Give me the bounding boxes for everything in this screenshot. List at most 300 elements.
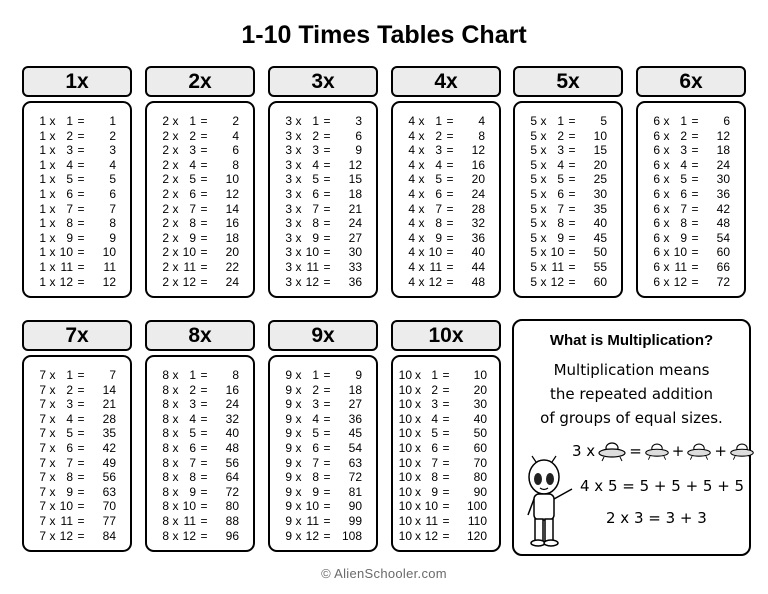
times-sign: x — [540, 216, 547, 231]
product: 20 — [593, 157, 607, 172]
multiplier: 2 — [66, 128, 73, 143]
table-row — [270, 412, 376, 427]
times-sign: x — [295, 499, 302, 514]
multiplier: 2 — [189, 382, 196, 397]
times-sign: x — [49, 470, 56, 485]
times-sign: x — [415, 411, 421, 426]
multiplier: 6 — [431, 440, 438, 455]
equals-sign: = — [77, 259, 85, 274]
table-row — [270, 187, 376, 202]
equals-sign: = — [77, 157, 85, 172]
equals-sign: = — [446, 245, 454, 260]
product: 50 — [593, 245, 607, 260]
multiplier: 3 — [312, 143, 319, 158]
times-sign: x — [415, 397, 421, 412]
times-sign: x — [295, 382, 302, 397]
equals-sign: = — [323, 201, 331, 216]
product: 28 — [471, 201, 485, 216]
equals-sign: = — [568, 157, 576, 172]
multiplicand: 1 — [39, 186, 46, 201]
table-header: 7x — [22, 320, 132, 351]
table-row — [147, 187, 253, 202]
equals-sign: = — [77, 470, 85, 485]
equals-sign: = — [323, 259, 331, 274]
product: 63 — [348, 455, 362, 470]
multiplier: 8 — [680, 216, 687, 231]
multiplier: 10 — [305, 245, 319, 260]
times-sign: x — [295, 245, 302, 260]
times-sign: x — [172, 114, 179, 128]
product: 12 — [225, 186, 239, 201]
times-sign: x — [663, 172, 670, 187]
multiplier: 7 — [557, 201, 564, 216]
multiplicand: 9 — [285, 470, 292, 485]
chart-title: 1-10 Times Tables Chart — [241, 21, 527, 49]
multiplicand: 6 — [653, 201, 660, 216]
equals-sign: = — [200, 245, 208, 260]
table-row — [393, 260, 499, 275]
multiplicand: 4 — [408, 157, 415, 172]
multiplier: 11 — [551, 259, 564, 274]
times-sign: x — [49, 484, 56, 499]
table-row — [24, 114, 130, 129]
equals-sign: = — [446, 201, 454, 216]
equals-sign: = — [323, 128, 331, 143]
multiplier: 10 — [305, 499, 319, 514]
multiplicand: 5 — [530, 114, 537, 128]
times-sign: x — [663, 245, 670, 260]
equals-sign: = — [200, 172, 208, 187]
table-body — [636, 101, 746, 298]
multiplier: 12 — [59, 274, 73, 289]
multiplicand: 5 — [530, 274, 537, 289]
table-row — [270, 485, 376, 500]
multiplicand: 4 — [408, 128, 415, 143]
multiplicand: 1 — [39, 114, 46, 128]
table-row — [393, 216, 499, 231]
table-row — [147, 485, 253, 500]
table-row — [270, 368, 376, 383]
multiplicand: 2 — [162, 259, 169, 274]
table-body — [268, 355, 378, 552]
product: 24 — [348, 216, 362, 231]
table-row — [393, 426, 499, 441]
product: 90 — [348, 499, 362, 514]
multiplicand: 8 — [162, 455, 169, 470]
table-row — [24, 245, 130, 260]
multiplier: 1 — [189, 114, 196, 128]
times-sign: x — [295, 426, 302, 441]
multiplicand: 6 — [653, 114, 660, 128]
multiplicand: 3 — [285, 201, 292, 216]
product: 96 — [225, 528, 239, 543]
plus-sign: + — [671, 442, 685, 460]
table-row — [393, 275, 499, 290]
multiplicand: 7 — [39, 440, 46, 455]
times-sign: x — [418, 274, 425, 289]
multiplicand: 4 — [408, 143, 415, 158]
multiplier: 9 — [557, 230, 564, 245]
product: 108 — [341, 528, 362, 543]
times-sign: x — [663, 201, 670, 216]
product: 36 — [716, 186, 730, 201]
multiplicand: 1 — [39, 143, 46, 158]
multiplier: 6 — [680, 186, 687, 201]
product: 12 — [102, 274, 116, 289]
product: 8 — [478, 128, 485, 143]
times-sign: x — [540, 259, 547, 274]
multiplicand: 7 — [39, 368, 46, 382]
equals-sign: = — [568, 245, 576, 260]
equals-sign: = — [200, 528, 208, 543]
table-row — [638, 202, 744, 217]
equals-sign: = — [442, 470, 450, 485]
table-row — [24, 470, 130, 485]
equals-sign: = — [323, 245, 331, 260]
product: 70 — [473, 455, 487, 470]
multiplier: 12 — [673, 274, 687, 289]
equals-sign: = — [77, 172, 85, 187]
multiplicand: 8 — [162, 440, 169, 455]
times-sign: x — [663, 216, 670, 231]
multiplier: 11 — [306, 513, 319, 528]
times-sign: x — [540, 157, 547, 172]
equals-sign: = — [323, 484, 331, 499]
equals-sign: = — [200, 128, 208, 143]
multiplier: 12 — [305, 528, 319, 543]
table-row — [638, 231, 744, 246]
multiplicand: 6 — [653, 216, 660, 231]
table-row — [270, 260, 376, 275]
multiplicand: 5 — [530, 201, 537, 216]
multiplier: 12 — [182, 528, 196, 543]
equals-sign: = — [323, 397, 331, 412]
times-sign: x — [418, 230, 425, 245]
product: 30 — [593, 186, 607, 201]
equals-sign: = — [691, 143, 699, 158]
multiplier: 12 — [428, 274, 442, 289]
multiplier: 12 — [305, 274, 319, 289]
product: 99 — [348, 513, 362, 528]
product: 10 — [473, 368, 487, 382]
table-row — [24, 202, 130, 217]
product: 27 — [348, 230, 362, 245]
product: 44 — [471, 259, 485, 274]
multiplier: 2 — [431, 382, 438, 397]
multiplier: 1 — [431, 368, 438, 382]
multiplier: 3 — [189, 397, 196, 412]
table-row — [24, 187, 130, 202]
multiplicand: 10 — [398, 426, 412, 441]
multiplier: 9 — [189, 230, 196, 245]
multiplier: 1 — [66, 368, 73, 382]
equals-sign: = — [691, 230, 699, 245]
equals-sign: = — [323, 172, 331, 187]
multiplicand: 2 — [162, 186, 169, 201]
table-row — [270, 514, 376, 529]
product: 18 — [348, 382, 362, 397]
multiplier: 11 — [674, 259, 687, 274]
product: 3 — [109, 143, 116, 158]
times-sign: x — [540, 230, 547, 245]
product: 77 — [102, 513, 116, 528]
table-row — [270, 499, 376, 514]
times-sign: x — [295, 397, 302, 412]
table-row — [24, 260, 130, 275]
table-row — [393, 485, 499, 500]
product: 6 — [355, 128, 362, 143]
equals-sign: = — [446, 128, 454, 143]
times-sign: x — [418, 114, 425, 128]
multiplier: 12 — [59, 528, 73, 543]
table-row — [393, 456, 499, 471]
table-body — [145, 355, 255, 552]
times-sign: x — [172, 274, 179, 289]
product: 24 — [471, 186, 485, 201]
multiplier: 1 — [435, 114, 442, 128]
times-sign: x — [418, 157, 425, 172]
times-sign: x — [295, 157, 302, 172]
multiplicand: 2 — [162, 201, 169, 216]
times-sign: x — [49, 128, 56, 143]
times-sign: x — [172, 528, 179, 543]
times-sign: x — [295, 411, 302, 426]
multiplier: 5 — [66, 426, 73, 441]
multiplier: 10 — [673, 245, 687, 260]
multiplicand: 3 — [285, 186, 292, 201]
multiplier: 9 — [189, 484, 196, 499]
multiplicand: 10 — [398, 411, 412, 426]
product: 2 — [232, 114, 239, 128]
times-sign: x — [295, 143, 302, 158]
multiplicand: 7 — [39, 499, 46, 514]
multiplier: 7 — [680, 201, 687, 216]
multiplicand: 9 — [285, 368, 292, 382]
equals-sign: = — [200, 114, 208, 128]
multiplicand: 9 — [285, 484, 292, 499]
multiplicand: 7 — [39, 382, 46, 397]
times-sign: x — [663, 259, 670, 274]
multiplicand: 8 — [162, 397, 169, 412]
table-row — [515, 158, 621, 173]
table-row — [270, 397, 376, 412]
table-row — [270, 441, 376, 456]
equals-sign: = — [323, 382, 331, 397]
multiplier: 3 — [66, 397, 73, 412]
multiplicand: 4 — [408, 201, 415, 216]
multiplier: 10 — [428, 245, 442, 260]
equals-sign: = — [200, 513, 208, 528]
multiplicand: 8 — [162, 368, 169, 382]
product: 10 — [225, 172, 239, 187]
equals-sign: = — [442, 368, 450, 382]
equals-sign: = — [442, 382, 450, 397]
equals-sign: = — [442, 411, 450, 426]
multiplicand: 10 — [398, 368, 412, 382]
multiplicand: 3 — [285, 216, 292, 231]
table-body — [145, 101, 255, 298]
equals-sign: = — [200, 230, 208, 245]
table-row — [393, 114, 499, 129]
equals-sign: = — [77, 274, 85, 289]
multiplicand: 8 — [162, 470, 169, 485]
multiplicand: 5 — [530, 143, 537, 158]
product: 35 — [593, 201, 607, 216]
times-sign: x — [295, 455, 302, 470]
multiplicand: 9 — [285, 382, 292, 397]
times-sign: x — [663, 230, 670, 245]
product: 45 — [593, 230, 607, 245]
multiplier: 5 — [312, 172, 319, 187]
info-line-3: of groups of equal sizes. — [540, 409, 723, 427]
equals-sign: = — [77, 440, 85, 455]
multiplier: 6 — [66, 186, 73, 201]
equals-sign: = — [77, 499, 85, 514]
table-row — [147, 397, 253, 412]
times-sign: x — [172, 230, 179, 245]
equals-sign: = — [200, 186, 208, 201]
multiplier: 10 — [59, 499, 73, 514]
product: 28 — [102, 411, 116, 426]
product: 60 — [593, 274, 607, 289]
product: 12 — [716, 128, 730, 143]
multiplier: 10 — [424, 499, 438, 514]
equals-sign: = — [77, 513, 85, 528]
multiplicand: 9 — [285, 397, 292, 412]
equals-sign: = — [323, 499, 331, 514]
product: 6 — [109, 186, 116, 201]
multiplicand: 9 — [285, 513, 292, 528]
table-body — [22, 101, 132, 298]
equals-sign: = — [691, 114, 699, 128]
multiplier: 3 — [435, 143, 442, 158]
equals-sign: = — [77, 397, 85, 412]
ufo-icon — [597, 439, 627, 463]
multiplicand: 4 — [408, 245, 415, 260]
times-sign: x — [49, 114, 56, 128]
product: 27 — [348, 397, 362, 412]
product: 40 — [593, 216, 607, 231]
equals-sign: = — [200, 426, 208, 441]
table-body — [391, 101, 501, 298]
table-header: 3x — [268, 66, 378, 97]
table-row — [515, 231, 621, 246]
times-sign: x — [295, 274, 302, 289]
times-sign: x — [415, 470, 421, 485]
table-row — [147, 216, 253, 231]
multiplicand: 5 — [530, 157, 537, 172]
multiplier: 11 — [306, 259, 319, 274]
table-row — [270, 114, 376, 129]
product: 14 — [225, 201, 239, 216]
table-row — [270, 216, 376, 231]
product: 5 — [600, 114, 607, 128]
product: 63 — [102, 484, 116, 499]
example-4x5: 4 x 5 = 5 + 5 + 5 + 5 — [580, 477, 745, 495]
product: 88 — [225, 513, 239, 528]
times-sign: x — [49, 157, 56, 172]
times-sign: x — [415, 528, 421, 543]
table-row — [638, 158, 744, 173]
multiplier: 3 — [312, 397, 319, 412]
multiplicand: 10 — [398, 397, 412, 412]
equals-sign: = — [77, 143, 85, 158]
multiplicand: 10 — [398, 528, 412, 543]
multiplier: 12 — [550, 274, 564, 289]
multiplier: 7 — [189, 455, 196, 470]
table-row — [270, 172, 376, 187]
table-row — [515, 114, 621, 129]
table-row — [393, 441, 499, 456]
table-row — [638, 172, 744, 187]
times-sign: x — [540, 143, 547, 158]
multiplicand: 3 — [285, 172, 292, 187]
product: 36 — [348, 411, 362, 426]
equals-sign: = — [77, 411, 85, 426]
product: 36 — [348, 274, 362, 289]
multiplicand: 6 — [653, 143, 660, 158]
equals-sign: = — [568, 230, 576, 245]
equals-sign: = — [323, 528, 331, 543]
times-sign: x — [295, 484, 302, 499]
equals-sign: = — [323, 216, 331, 231]
equals-sign: = — [442, 426, 450, 441]
times-sign: x — [172, 201, 179, 216]
multiplicand: 5 — [530, 259, 537, 274]
times-sign: x — [49, 259, 56, 274]
equals-sign: = — [629, 442, 642, 460]
equals-sign: = — [691, 245, 699, 260]
multiplicand: 9 — [285, 440, 292, 455]
table-row — [24, 275, 130, 290]
equals-sign: = — [446, 216, 454, 231]
multiplier: 5 — [557, 172, 564, 187]
times-sign: x — [418, 245, 425, 260]
ufo-icon — [644, 439, 670, 463]
times-sign: x — [172, 411, 179, 426]
table-row — [24, 456, 130, 471]
ufo-example-left: 3 x — [572, 442, 596, 460]
times-sign: x — [418, 143, 425, 158]
equals-sign: = — [323, 455, 331, 470]
product: 11 — [103, 259, 116, 274]
table-row — [393, 529, 499, 544]
multiplicand: 6 — [653, 157, 660, 172]
product: 66 — [716, 259, 730, 274]
equals-sign: = — [200, 470, 208, 485]
times-sign: x — [172, 440, 179, 455]
multiplier: 12 — [182, 274, 196, 289]
multiplicand: 4 — [408, 259, 415, 274]
times-sign: x — [415, 426, 421, 441]
multiplicand: 1 — [39, 172, 46, 187]
product: 18 — [348, 186, 362, 201]
table-row — [147, 158, 253, 173]
times-sign: x — [295, 216, 302, 231]
multiplicand: 5 — [530, 172, 537, 187]
product: 9 — [109, 230, 116, 245]
multiplier: 9 — [435, 230, 442, 245]
product: 4 — [109, 157, 116, 172]
table-row — [147, 129, 253, 144]
table-row — [270, 470, 376, 485]
table-body — [268, 101, 378, 298]
product: 12 — [471, 143, 485, 158]
table-row — [393, 129, 499, 144]
multiplier: 6 — [66, 440, 73, 455]
equals-sign: = — [323, 230, 331, 245]
table-row — [270, 129, 376, 144]
